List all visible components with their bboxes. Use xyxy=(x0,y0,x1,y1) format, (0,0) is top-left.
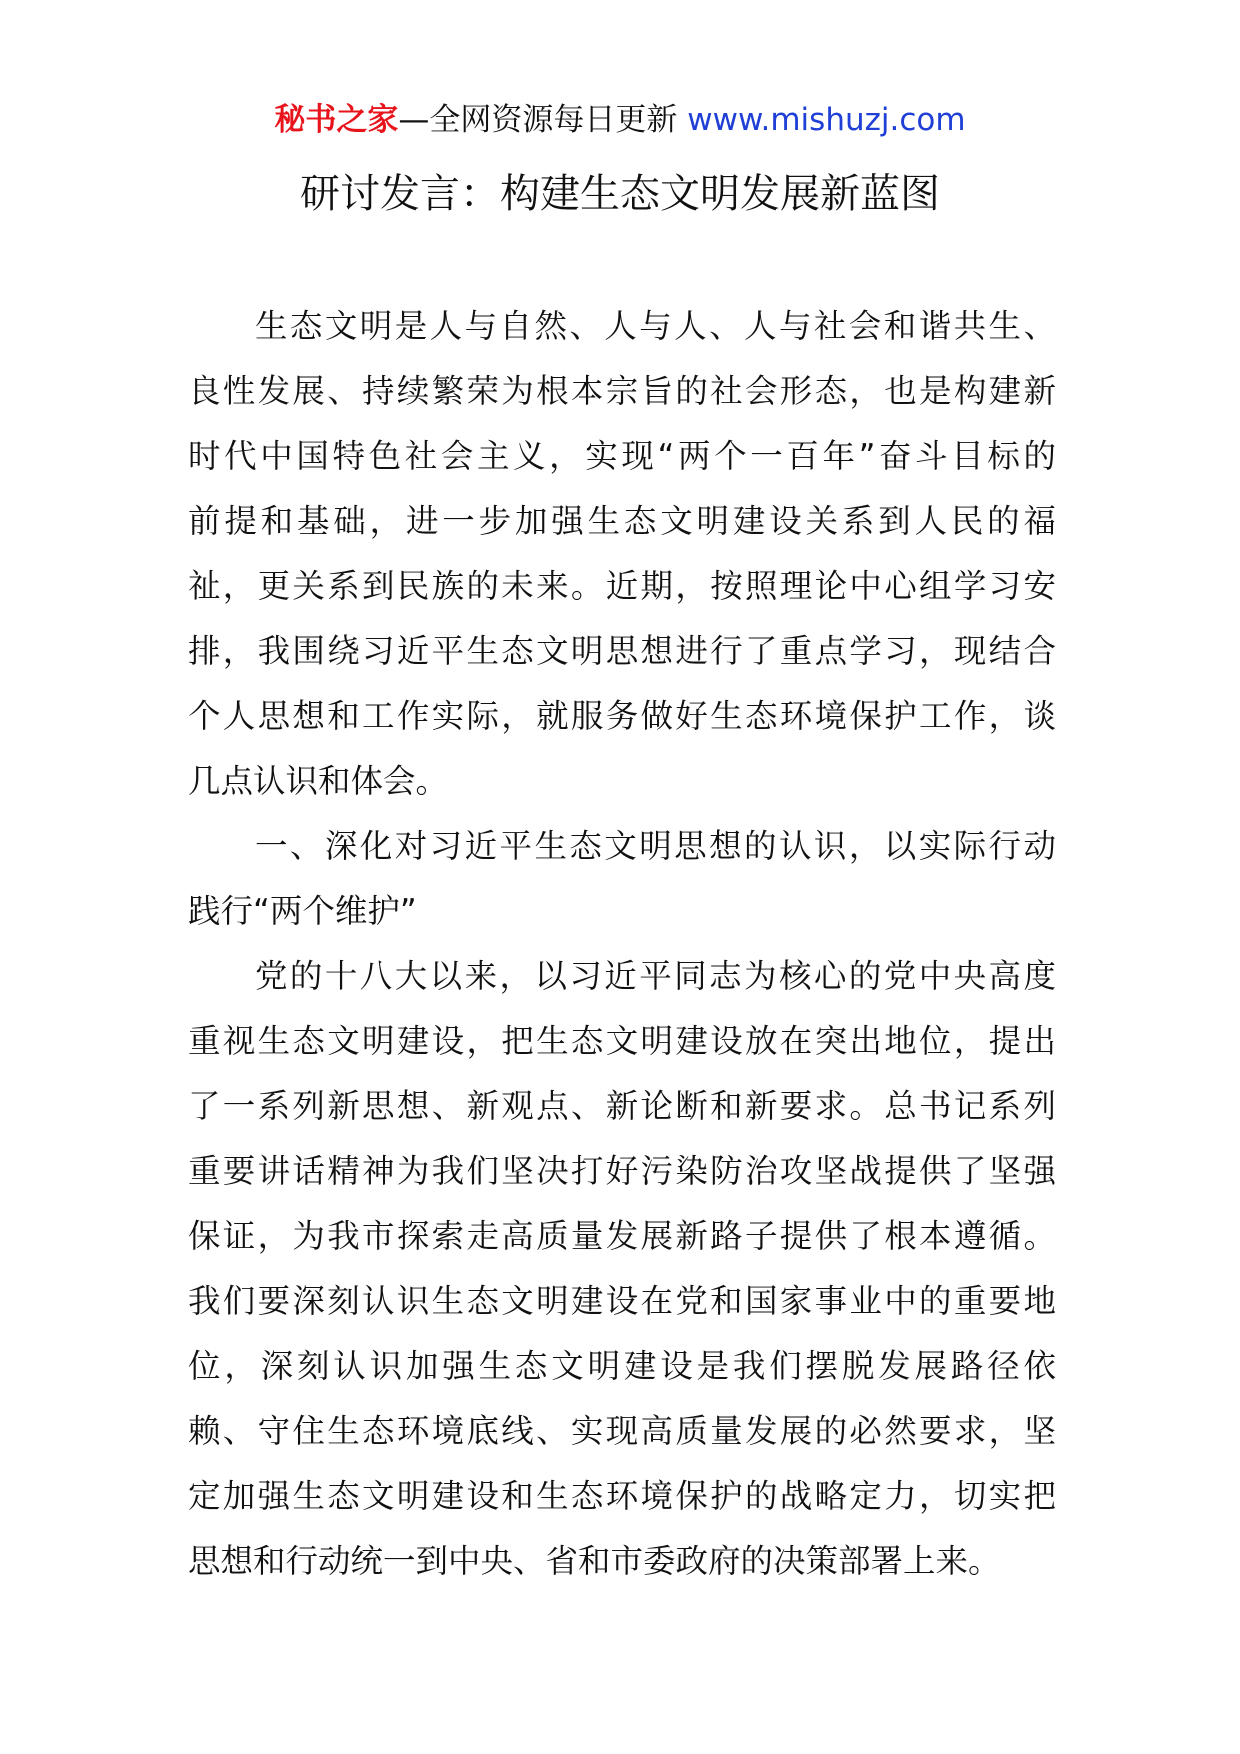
text-line: 良性发展、持续繁荣为根本宗旨的社会形态，也是构建新 xyxy=(188,372,1056,410)
site-tagline: —全网资源每日更新 xyxy=(398,102,688,138)
text-line: 祉，更关系到民族的未来。近期，按照理论中心组学习安 xyxy=(188,567,1056,605)
text-line: 位，深刻认识加强生态文明建设是我们摆脱发展路径依 xyxy=(188,1347,1056,1385)
text-line: 思想和行动统一到中央、省和市委政府的决策部署上来。 xyxy=(188,1542,1001,1580)
text-line: 了一系列新思想、新观点、新论断和新要求。总书记系列 xyxy=(188,1087,1056,1125)
site-header xyxy=(0,100,1240,140)
text-line: 个人思想和工作实际，就服务做好生态环境保护工作，谈 xyxy=(188,697,1056,735)
document-title: 研讨发言：构建生态文明发展新蓝图 xyxy=(300,171,940,217)
text-line: 定加强生态文明建设和生态环境保护的战略定力，切实把 xyxy=(188,1477,1056,1515)
text-line: 我们要深刻认识生态文明建设在党和国家事业中的重要地 xyxy=(188,1282,1056,1320)
site-url-link[interactable]: www.mishuzj.com xyxy=(687,102,966,138)
section-heading-line: 践行“两个维护” xyxy=(188,892,417,930)
text-line: 几点认识和体会。 xyxy=(188,762,449,800)
text-line: 生态文明是人与自然、人与人、人与社会和谐共生、 xyxy=(255,307,1056,345)
text-line: 前提和基础，进一步加强生态文明建设关系到人民的福 xyxy=(188,502,1056,540)
text-line: 党的十八大以来，以习近平同志为核心的党中央高度 xyxy=(255,957,1056,995)
text-line: 排，我围绕习近平生态文明思想进行了重点学习，现结合 xyxy=(188,632,1056,670)
text-line: 重视生态文明建设，把生态文明建设放在突出地位，提出 xyxy=(188,1022,1056,1060)
text-line: 时代中国特色社会主义，实现“两个一百年”奋斗目标的 xyxy=(188,437,1056,475)
document-body xyxy=(188,294,1056,1594)
section-heading-line: 一、深化对习近平生态文明思想的认识，以实际行动 xyxy=(255,827,1056,865)
text-line: 重要讲话精神为我们坚决打好污染防治攻坚战提供了坚强 xyxy=(188,1152,1056,1190)
text-line: 赖、守住生态环境底线、实现高质量发展的必然要求，坚 xyxy=(188,1412,1056,1450)
site-brand: 秘书之家 xyxy=(274,102,399,138)
text-line: 保证，为我市探索走高质量发展新路子提供了根本遵循。 xyxy=(188,1217,1056,1255)
